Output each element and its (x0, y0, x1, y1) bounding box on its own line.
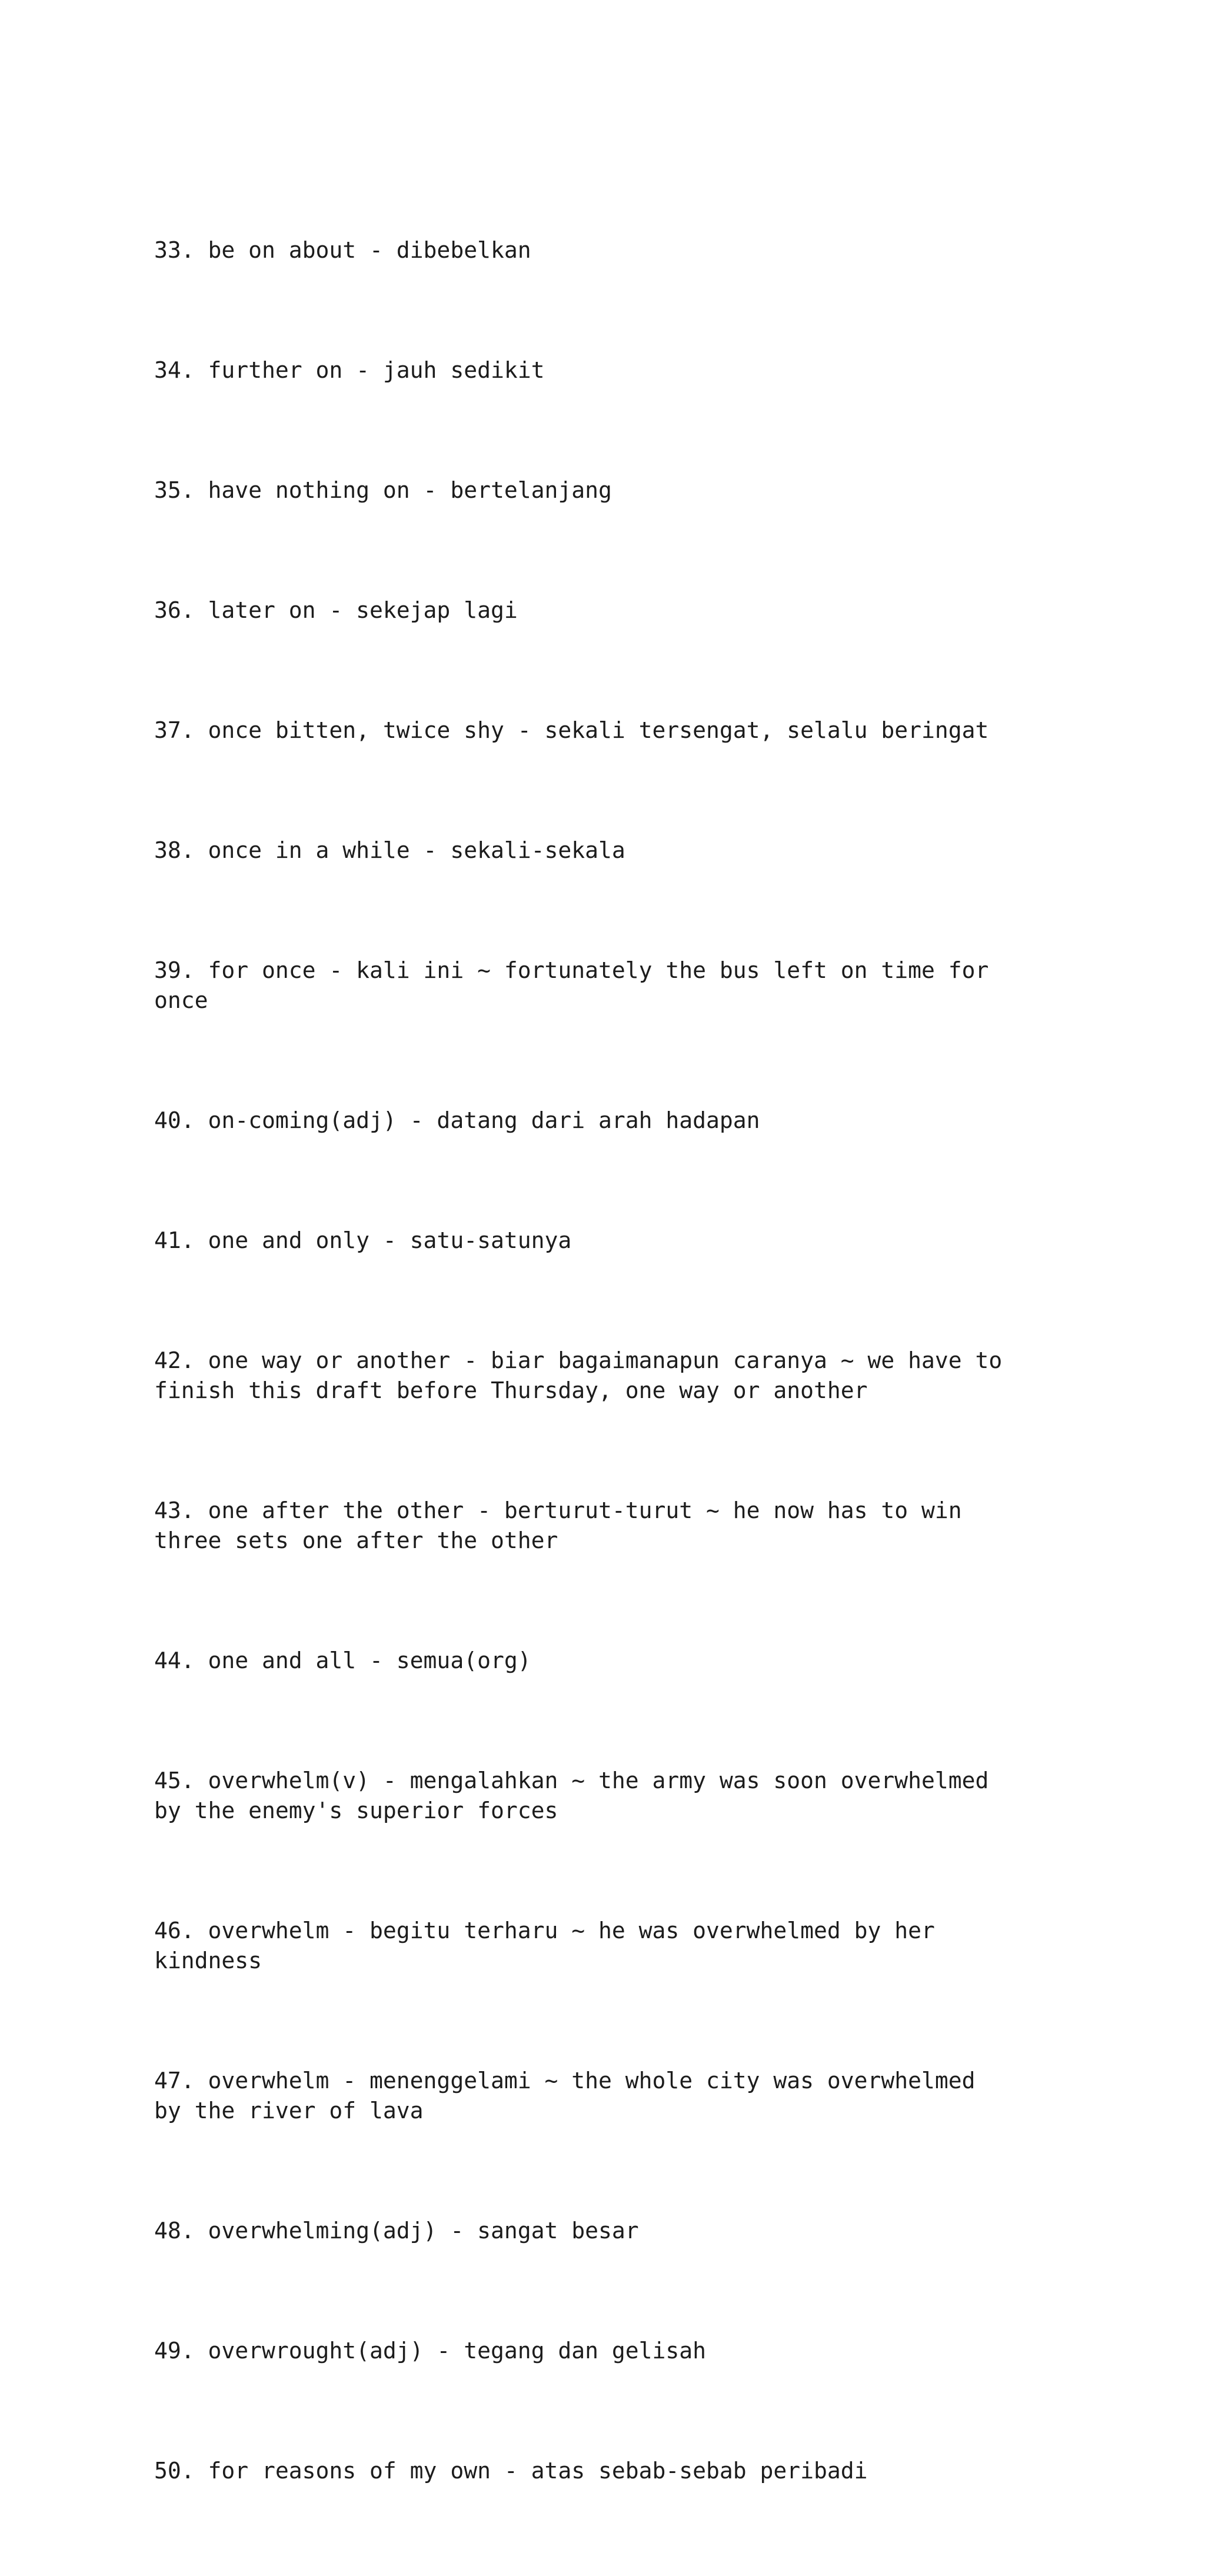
list-item: 36. later on - sekejap lagi (154, 597, 518, 623)
list-item: 35. have nothing on - bertelanjang (154, 477, 612, 503)
list-item: 45. overwhelm(v) - mengalahkan ~ the army was soon overwhelmed by the enemy's superior forces (154, 1768, 989, 1823)
list-item: 37. once bitten, twice shy - sekali tersengat, selalu beringat (154, 717, 989, 743)
phrase-list (154, 175, 1072, 2576)
list-item: 46. overwhelm - begitu terharu ~ he was overwhelmed by her kindness (154, 1918, 935, 1973)
list-item: 34. further on - jauh sedikit (154, 357, 545, 383)
list-item: 41. one and only - satu-satunya (154, 1227, 572, 1253)
list-item: 47. overwhelm - menenggelami ~ the whole city was overwhelmed by the river of lava (154, 2068, 976, 2124)
list-item: 42. one way or another - biar bagaimanapun caranya ~ we have to finish this draft before Thursday, one way or another (154, 1347, 1003, 1403)
list-item: 50. for reasons of my own - atas sebab-sebab peribadi (154, 2458, 868, 2484)
list-item: 48. overwhelming(adj) - sangat besar (154, 2218, 639, 2244)
list-item: 49. overwrought(adj) - tegang dan gelisah (154, 2338, 706, 2364)
list-item: 39. for once - kali ini ~ fortunately the bus left on time for once (154, 957, 989, 1013)
list-item: 43. one after the other - berturut-turut ~ he now has to win three sets one after the other (154, 1497, 962, 1553)
list-item: 40. on-coming(adj) - datang dari arah hadapan (154, 1107, 760, 1133)
list-item: 38. once in a while - sekali-sekala (154, 837, 625, 863)
list-item: 33. be on about - dibebelkan (154, 237, 531, 263)
list-item: 44. one and all - semua(org) (154, 1648, 531, 1673)
